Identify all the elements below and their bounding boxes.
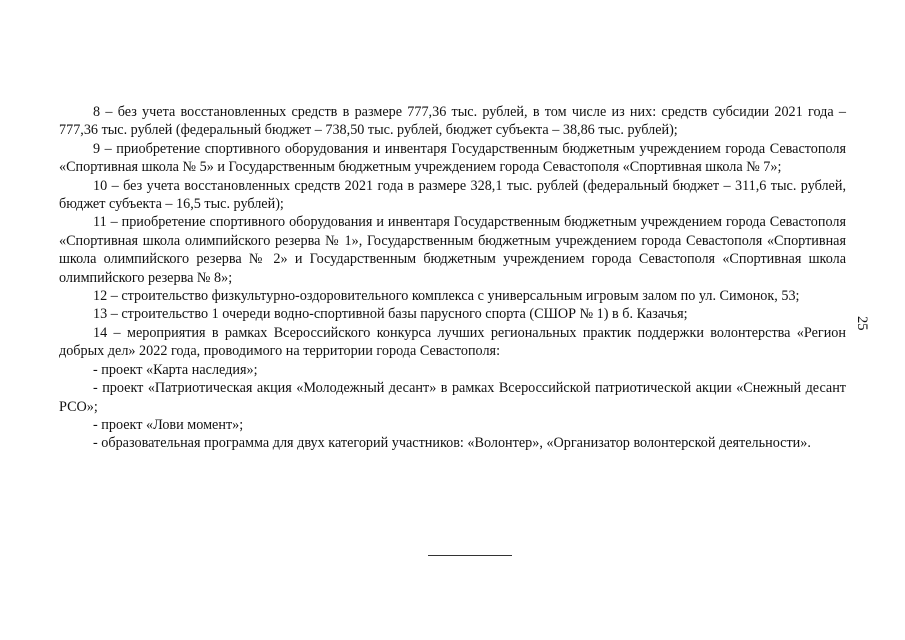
end-divider-line [428,555,512,556]
page-number: 25 [854,316,870,331]
footnote-11: 11 – приобретение спортивного оборудования и инвентаря Государственным бюджетным учреждением города Севастополя «Спортивная школа олимпийского резерва № 1», Государственным бюджетным учреждением города Севастополя «Спортивная школа олимпийского резерва № 2» и Государственным бюджетным учреждением города Севастополя «Спортивная школа олимпийского резерва № 8»; [59,214,846,286]
footnote-13: 13 – строительство 1 очереди водно-спортивной базы парусного спорта (СШОР № 1) в б. Казачья; [93,306,688,323]
project-item-educational-program: - образовательная программа для двух категорий участников: «Волонтер», «Организатор волонтерской деятельности». [93,435,811,452]
footnote-10: 10 – без учета восстановленных средств 2021 года в размере 328,1 тыс. рублей (федеральный бюджет – 311,6 тыс. рублей, бюджет субъекта – 16,5 тыс. рублей); [59,177,846,213]
project-item-youth-landing: - проект «Патриотическая акция «Молодежный десант» в рамках Всероссийской патриотической акции «Снежный десант РСО»; [59,380,846,415]
footnote-9: 9 – приобретение спортивного оборудования и инвентаря Государственным бюджетным учреждением города Севастополя «Спортивная школа № 5» и Государственным бюджетным учреждением города Севастополя «Спортивная школа № 7»; [59,140,846,176]
project-item-catch-moment: - проект «Лови момент»; [93,416,244,433]
footnotes-block [59,103,846,453]
footnote-12: 12 – строительство физкультурно-оздоровительного комплекса с универсальным игровым залом по ул. Симонок, 53; [93,288,800,305]
project-item-heritage-map: - проект «Карта наследия»; [93,361,258,378]
footnote-8: 8 – без учета восстановленных средств в размере 777,36 тыс. рублей, в том числе из них: средств субсидии 2021 года – 777,36 тыс. рублей (федеральный бюджет – 738,50 тыс. рублей, бюджет субъекта – 38,86 тыс. рублей); [59,104,846,139]
footnote-14: 14 – мероприятия в рамках Всероссийского конкурса лучших региональных практик поддержки волонтерства «Регион добрых дел» 2022 года, проводимого на территории города Севастополя: [59,324,846,360]
